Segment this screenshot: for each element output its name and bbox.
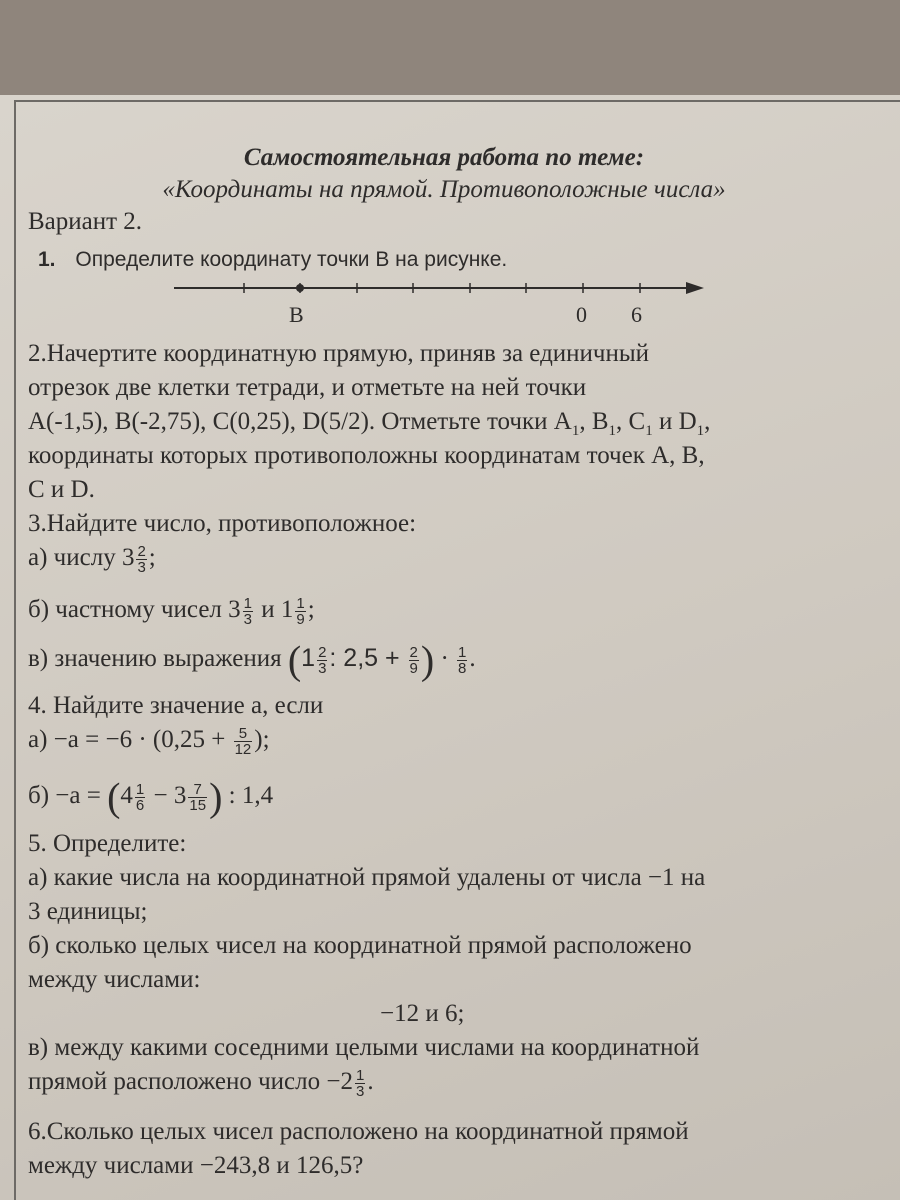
task5-b-line-3: −12 и 6; [380, 1000, 465, 1027]
worksheet-content [14, 102, 900, 1200]
point-b-marker [296, 284, 304, 292]
point-b-label: B [289, 302, 304, 327]
fraction: $\frac{7}{15}$ [189, 781, 207, 814]
task4-heading: 4. Найдите значение а, если [28, 692, 324, 719]
task3-b: б) частному чисел 3 $\frac{1}{3}$ и 1 $\frac{1}{9}$ ; [28, 595, 315, 628]
variant-label: Вариант 2. [28, 208, 143, 235]
task1 [38, 248, 507, 272]
fraction: $\frac{2}{3}$ [137, 543, 146, 576]
fraction: $\frac{2}{3}$ [318, 643, 327, 677]
number-line-figure [164, 274, 724, 334]
task5-b-line-2: между числами: [28, 966, 201, 993]
label-zero: 0 [576, 302, 587, 327]
task6-line-2: между числами −243,8 и 126,5? [28, 1152, 364, 1179]
fraction: $\frac{1}{3}$ [355, 1067, 365, 1100]
task2-line-3-text: А(-1,5), В(-2,75), С(0,25), D(5/2). Отметьте точки А [28, 408, 572, 435]
task1-number: 1. [38, 248, 56, 271]
title-line-1: Самостоятельная работа по теме: [243, 144, 645, 171]
task5-c-line-1: в) между какими соседними целыми числами на координатной [28, 1034, 700, 1061]
task5-heading: 5. Определите: [28, 830, 187, 857]
task3-a: а) числу 3 $\frac{2}{3}$ ; [28, 543, 156, 576]
task2-line-3: А(-1,5), В(-2,75), С(0,25), D(5/2). Отметьте точки $А_1$, $B_1$, $C_1$ и $D_1$, [28, 408, 711, 439]
task5-a-line-1: а) какие числа на координатной прямой удалены от числа −1 на [28, 864, 706, 891]
fraction: $\frac{5}{12}$ [234, 725, 252, 758]
task6-line-1: 6.Сколько целых чисел расположено на координатной прямой [28, 1118, 689, 1145]
number-line-arrow [686, 282, 704, 294]
title-line-2: «Координаты на прямой. Противоположные числа» [162, 176, 726, 203]
task2-line-1: 2.Начертите координатную прямую, приняв за единичный [28, 340, 650, 367]
label-six: 6 [631, 302, 642, 327]
task1-text: Определите координату точки В на рисунке. [75, 248, 508, 271]
task2-line-4: координаты которых противоположны координатам точек А, В, [28, 442, 705, 469]
task4-a: а) −a = −6 · (0,25 + $\frac{5}{12}$ ); [28, 725, 270, 758]
fraction: $\frac{2}{9}$ [409, 643, 418, 677]
task5-b-line-1: б) сколько целых чисел на координатной прямой расположено [28, 932, 692, 959]
fraction: $\frac{1}{6}$ [135, 781, 145, 814]
task2-line-5: С и D. [28, 476, 95, 503]
task4-b: б) −a = (4 $\frac{1}{6}$ − 3 $\frac{7}{15}$ ) : 1,4 [28, 774, 274, 820]
task3-c: в) значению выражения (1 $\frac{2}{3}$ : 2,5 + $\frac{2}{9}$ ) · $\frac{1}{8}$ . [28, 637, 476, 683]
task5-a-line-2: 3 единицы; [28, 898, 148, 925]
task5-c-line-2: прямой расположено число −2 $\frac{1}{3}$ . [28, 1067, 374, 1100]
fraction: $\frac{1}{9}$ [296, 595, 305, 628]
task3-heading: 3.Найдите число, противоположное: [28, 510, 417, 537]
fraction: $\frac{1}{8}$ [458, 643, 467, 677]
fraction: $\frac{1}{3}$ [243, 595, 252, 628]
task2-line-2: отрезок две клетки тетради, и отметьте на ней точки [28, 374, 587, 401]
